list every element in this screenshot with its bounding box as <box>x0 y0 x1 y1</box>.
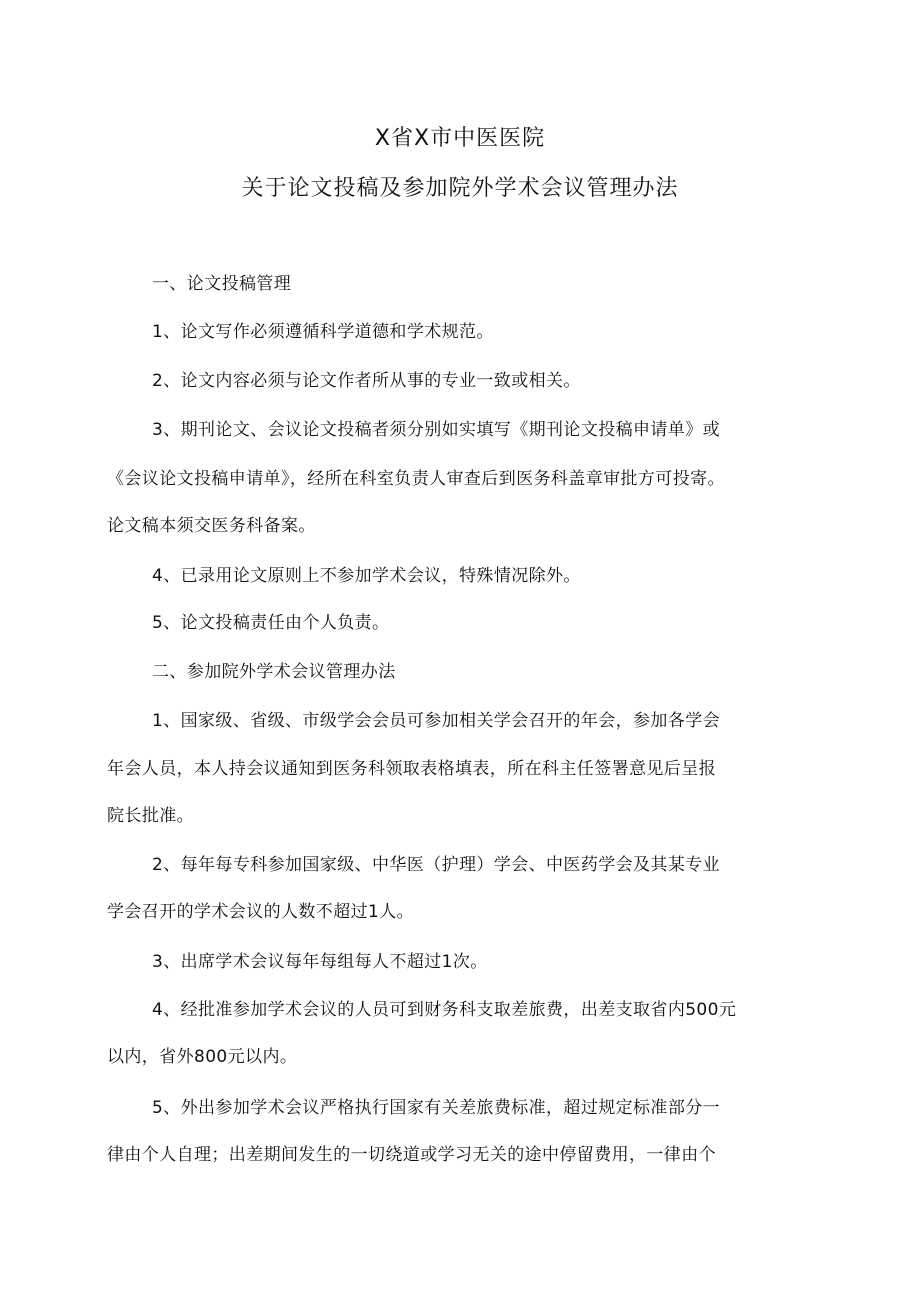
section2-item5-line1: 5、外出参加学术会议严格执行国家有关差旅费标准，超过规定标准部分一 <box>152 1098 721 1118</box>
section1-item1-line1: 1、论文写作必须遵循科学道德和学术规范。 <box>152 322 494 342</box>
section1-item3-line2: 《会议论文投稿申请单》，经所在科室负责人审查后到医务科盖章审批方可投寄。 <box>107 469 725 489</box>
section2-item1-line1: 1、国家级、省级、市级学会会员可参加相关学会召开的年会，参加各学会 <box>152 711 721 731</box>
section2-heading: 二、参加院外学术会议管理办法 <box>152 662 396 682</box>
document-title-line2: 关于论文投稿及参加院外学术会议管理办法 <box>241 176 679 201</box>
section1-item3-line3: 论文稿本须交医务科备案。 <box>107 516 316 536</box>
section2-item1-line3: 院长批准。 <box>107 806 194 826</box>
section1-item2-line1: 2、论文内容必须与论文作者所从事的专业一致或相关。 <box>152 371 581 391</box>
section2-item2-line1: 2、每年每专科参加国家级、中华医（护理）学会、中医药学会及其某专业 <box>152 855 721 875</box>
section2-item3-line1: 3、出席学术会议每年每组每人不超过1次。 <box>152 952 488 972</box>
section2-item1-line2: 年会人员，本人持会议通知到医务科领取表格填表，所在科主任签署意见后呈报 <box>107 759 716 779</box>
section1-heading: 一、论文投稿管理 <box>152 274 292 294</box>
section2-item4-line2: 以内，省外800元以内。 <box>107 1047 298 1067</box>
section2-item5-line2: 律由个人自理；出差期间发生的一切绕道或学习无关的途中停留费用，一律由个 <box>107 1145 716 1165</box>
section1-item4-line1: 4、已录用论文原则上不参加学术会议，特殊情况除外。 <box>152 566 581 586</box>
document-title-line1: X省X市中医医院 <box>374 126 546 151</box>
section1-item5-line1: 5、论文投稿责任由个人负责。 <box>152 613 390 633</box>
section2-item2-line2: 学会召开的学术会议的人数不超过1人。 <box>107 902 415 922</box>
section2-item4-line1: 4、经批准参加学术会议的人员可到财务科支取差旅费，出差支取省内500元 <box>152 1000 737 1020</box>
section1-item3-line1: 3、期刊论文、会议论文投稿者须分别如实填写《期刊论文投稿申请单》或 <box>152 420 721 440</box>
